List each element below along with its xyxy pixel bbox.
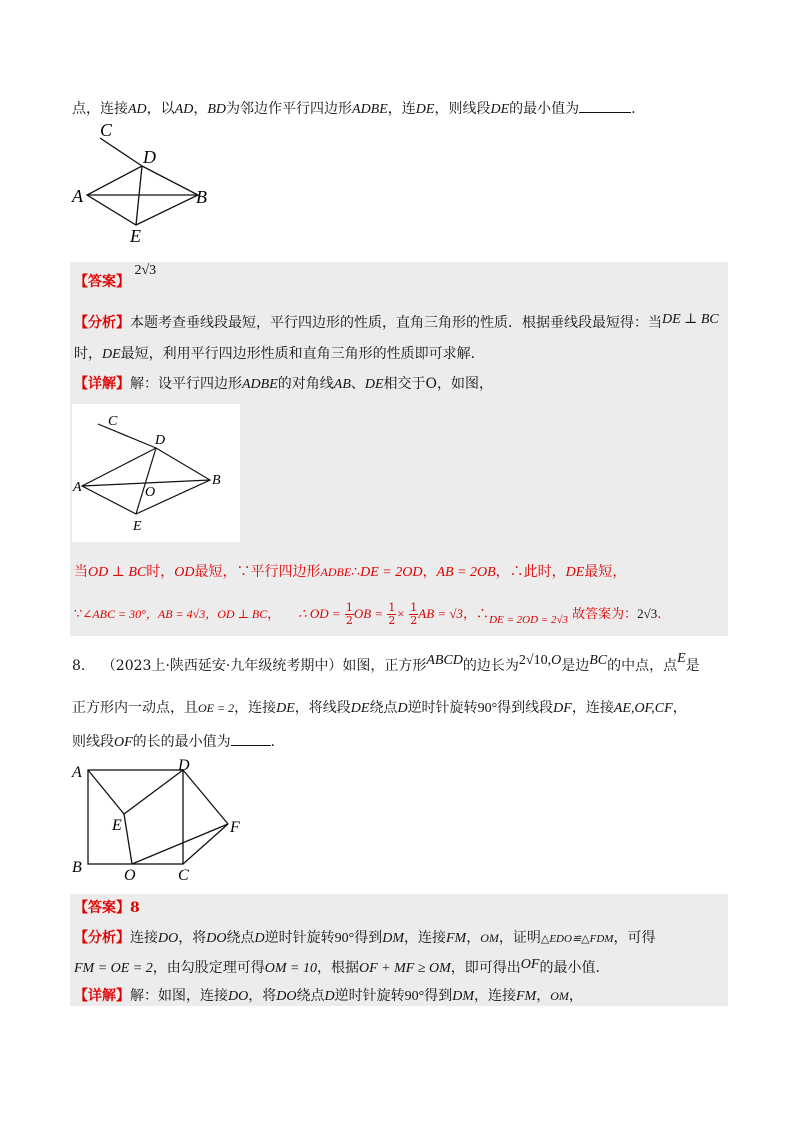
text: ，: [672, 700, 687, 716]
text: ，将: [248, 988, 277, 1004]
square-ABCD: [88, 770, 183, 864]
text: ，: [536, 988, 551, 1004]
text: 得到线段: [497, 700, 554, 716]
text: ，即可得出: [450, 960, 521, 976]
math: ×: [396, 606, 406, 621]
label-B: B: [196, 187, 207, 207]
text: 最短，: [584, 564, 627, 580]
math: DE = 2OD = 2√3: [489, 614, 568, 626]
text: ，连接: [234, 700, 277, 716]
detail-label: 【详解】: [74, 376, 130, 392]
label-A: A: [72, 764, 82, 781]
math: D: [324, 989, 335, 1004]
solution-box-q8: [70, 894, 728, 1006]
analysis-row: [74, 313, 719, 334]
math-BD: BD: [207, 102, 227, 117]
math: OD ⊥ BC: [88, 565, 147, 580]
text: 的最小值为: [509, 101, 580, 117]
text: 绕点: [296, 988, 325, 1004]
frac-den: 2: [345, 614, 353, 627]
label-F: F: [230, 819, 240, 836]
text: ，: [193, 101, 208, 117]
label-C: C: [178, 867, 189, 882]
text: ，: [422, 564, 437, 580]
text: ，: [466, 930, 481, 946]
math-links: AE,OF,CF: [613, 701, 673, 716]
math-DE: DE: [350, 701, 370, 716]
text: 最短，利用平行四边形性质和直角三角形的性质即可求解．: [120, 346, 485, 362]
math-cond: DE ⊥ BC: [662, 312, 719, 327]
text: ∵: [74, 607, 83, 622]
math: DO: [276, 989, 297, 1004]
math: FM = OE = 2: [74, 961, 153, 976]
math-E: E: [677, 651, 686, 666]
answer-blank: [579, 98, 631, 113]
q7-intro-line: [72, 98, 636, 120]
math-cond: OE = 2: [198, 701, 235, 715]
frac-num: 1: [410, 601, 418, 614]
analysis-label: 【分析】: [74, 930, 130, 946]
text: 解：设平行四边形: [130, 376, 242, 392]
text: 是: [685, 658, 700, 674]
text: ，连: [387, 101, 416, 117]
label-D: D: [178, 757, 190, 774]
answer-blank: [231, 731, 271, 746]
question-number: 8.: [72, 658, 86, 674]
math: 90°: [404, 989, 425, 1004]
math: ∴ OD =: [298, 606, 341, 621]
text: ，则线段: [434, 101, 491, 117]
text: ，由勾股定理可得: [152, 960, 265, 976]
label-E: E: [133, 519, 142, 534]
q8-line-2: [72, 698, 687, 719]
text: 是边: [561, 658, 590, 674]
math: DM: [382, 931, 404, 946]
text: 时，: [146, 564, 175, 580]
math: DO: [228, 989, 249, 1004]
text: 逆时针旋转: [407, 700, 478, 716]
label-O: O: [124, 867, 136, 882]
math: OM = 10: [264, 961, 318, 976]
analysis-label: 【分析】: [74, 315, 130, 331]
fraction-half: [387, 602, 396, 627]
frac-den: 2: [388, 614, 396, 627]
answer-label: 【答案】: [74, 900, 130, 916]
text: 相交于O，如图，: [383, 376, 494, 392]
answer-value: 2√3: [134, 263, 157, 278]
detail-label: 【详解】: [74, 988, 130, 1004]
math-ADBE: ADBE: [352, 102, 388, 117]
label-C: C: [100, 122, 113, 140]
label-A: A: [73, 480, 82, 495]
fraction-half: [345, 602, 354, 627]
analysis-row: [74, 928, 655, 949]
math: FM: [445, 931, 467, 946]
math: OM: [550, 989, 569, 1003]
math-BC: BC: [589, 653, 608, 668]
math-DE: DE: [102, 347, 121, 362]
text: ，证明: [498, 930, 541, 946]
figure-rhombus-2: [72, 404, 240, 542]
detail-row: [74, 374, 493, 395]
text: 得到: [424, 988, 453, 1004]
math: ∠ABC = 30°，AB = 4√3，OD ⊥ BC: [82, 607, 268, 621]
math: OM: [480, 931, 499, 945]
math-ABCD: ABCD: [426, 653, 463, 668]
label-D: D: [155, 433, 166, 448]
text: ，将线段: [294, 700, 351, 716]
text: 时，: [74, 346, 102, 362]
figure-rhombus-1: [70, 122, 220, 244]
analysis-row-2: [74, 344, 485, 365]
text: ，: [568, 988, 583, 1004]
text: ，可得: [613, 930, 656, 946]
label-E: E: [112, 817, 122, 834]
text: ∴: [351, 564, 361, 580]
reasoning-row-1: [74, 562, 626, 583]
text: 的长的最小值为: [132, 734, 231, 750]
math: OD: [174, 565, 195, 580]
text: 绕点: [369, 700, 398, 716]
text: 最短，: [194, 564, 237, 580]
segment-FC: [183, 824, 228, 864]
math-DE: DE: [276, 701, 295, 716]
math-DF: DF: [553, 701, 572, 716]
text: ，将: [178, 930, 207, 946]
math: AB = √3: [418, 606, 464, 621]
math: FM: [515, 989, 537, 1004]
answer-row: [74, 898, 140, 918]
text: ，连接: [473, 988, 516, 1004]
math-AD: AD: [174, 102, 194, 117]
math: DO: [206, 931, 227, 946]
text: ,: [547, 653, 552, 668]
math: DM: [452, 989, 474, 1004]
math: △EDO≌△FDM: [540, 933, 614, 945]
segment-OF: [132, 824, 228, 864]
frac-num: 1: [388, 601, 396, 614]
text: .: [270, 734, 276, 750]
math-angle: 90°: [477, 701, 498, 716]
text: ，根据: [317, 960, 360, 976]
text: ∵平行四边形: [236, 564, 321, 580]
math: OB =: [353, 606, 384, 621]
math: OF + MF ≥ OM: [359, 961, 451, 976]
answer-row: [74, 263, 157, 293]
figure-square: [68, 756, 254, 882]
math: AB = 2OB: [436, 565, 496, 580]
math: DE: [565, 565, 585, 580]
segment-DE: [124, 770, 183, 814]
analysis-row-2: [74, 958, 609, 979]
diagonal-DE: [136, 448, 156, 514]
math-DE: DE: [364, 377, 384, 392]
math-DE: DE: [415, 102, 435, 117]
segment-EO: [124, 814, 132, 864]
text: 点，连接: [72, 101, 128, 117]
segment-DF: [183, 770, 228, 824]
text: ，∴: [463, 607, 490, 622]
label-O: O: [145, 485, 156, 500]
answer-label: 【答案】: [74, 274, 130, 290]
text: 逆时针旋转: [334, 988, 405, 1004]
math: 2√3: [637, 606, 658, 621]
answer-value: 8: [130, 900, 140, 916]
text: 得到: [354, 930, 383, 946]
math-AD: AD: [128, 102, 147, 117]
text: 的最小值．: [539, 960, 610, 976]
text: ，连接: [403, 930, 446, 946]
text: 故答案为：: [572, 607, 638, 622]
math: DE = 2OD: [360, 565, 423, 580]
label-A: A: [72, 186, 83, 206]
math: ADBE: [320, 565, 352, 579]
reasoning-row-2: [74, 602, 661, 627]
text: 正方形内一动点，且: [72, 700, 198, 716]
text: 为邻边作平行四边形: [226, 101, 353, 117]
math: 90°: [334, 931, 355, 946]
math-D: D: [397, 701, 408, 716]
segment-CD: [100, 138, 142, 166]
text: 解：如图，连接: [130, 988, 228, 1004]
text: ，连接: [571, 700, 614, 716]
label-C: C: [108, 414, 118, 429]
math-side: 2√10: [518, 653, 548, 668]
text: ，以: [146, 101, 175, 117]
label-D: D: [143, 147, 156, 167]
segment-CD: [98, 424, 156, 448]
math-DE: DE: [490, 102, 510, 117]
label-E: E: [130, 226, 141, 244]
segment-AE: [88, 770, 124, 814]
label-B: B: [72, 859, 82, 876]
text: 的边长为: [462, 658, 519, 674]
frac-num: 1: [345, 601, 353, 614]
label-B: B: [212, 473, 221, 488]
text: 本题考查垂线段最短，平行四边形的性质，直角三角形的性质．根据垂线段最短得：当: [130, 315, 662, 331]
math: DO: [158, 931, 179, 946]
math-ADBE: ADBE: [242, 377, 278, 392]
text: ，: [267, 607, 281, 622]
text: 的中点，点: [607, 658, 678, 674]
text: .: [657, 607, 662, 622]
fraction-half: [409, 602, 418, 627]
solution-box-q7: [70, 262, 728, 636]
math-O: O: [551, 653, 562, 668]
text: ，∴此时，: [495, 564, 566, 580]
math-OF: OF: [114, 735, 133, 750]
q8-line-3: [72, 731, 275, 753]
text: 连接: [130, 930, 158, 946]
text: .: [631, 101, 636, 117]
text: 、: [350, 376, 365, 392]
text: 绕点: [226, 930, 255, 946]
math: D: [254, 931, 265, 946]
text: 逆时针旋转: [264, 930, 335, 946]
text: 则线段: [72, 734, 114, 750]
text: 当: [74, 564, 88, 580]
q8-line-1: [72, 651, 700, 677]
frac-den: 2: [410, 614, 418, 627]
math: OF: [520, 957, 540, 972]
detail-row: [74, 986, 583, 1007]
text: 的对角线: [277, 376, 334, 392]
text: （2023上·陕西延安·九年级统考期中）如图，正方形: [101, 658, 427, 674]
math-AB: AB: [333, 377, 351, 392]
